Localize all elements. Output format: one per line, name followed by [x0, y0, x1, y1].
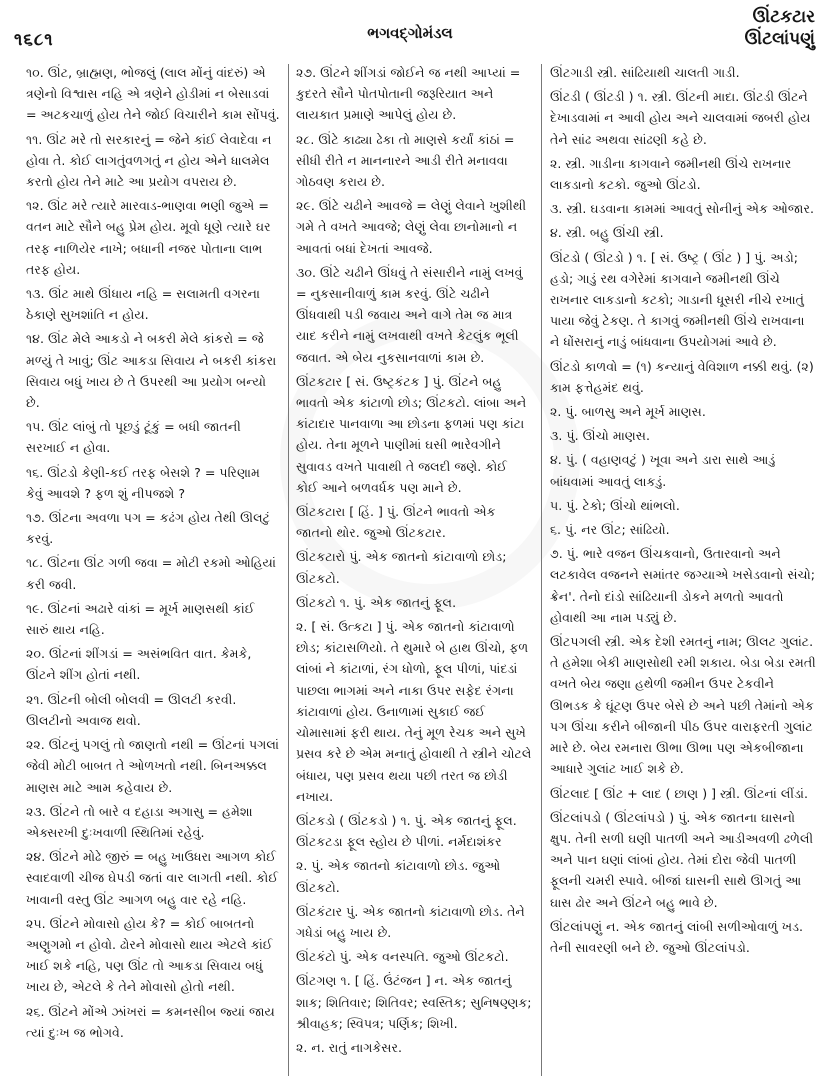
dictionary-entry: ૨૩. ઊંટને તો બારે વ દહાડા અગાસુ = હમેશા એક્સરખી દુઃખવાળી સ્થિતિમાં રહેવું. [26, 803, 253, 840]
dictionary-entry: ઊંટડો કાળવો = (૧) કન્યાનું વેવિશાળ નક્કી થવું. (૨) કામ ફત્તેહમંદ થવું. [550, 358, 814, 395]
dictionary-entry: ૨૮. ઊંટે કાઢ્યા ઢેકા તો માણસે કર્યાં કાંઠાં = સીધી રીતે ન માનનારને આડી રીતે મનાવવા ગોઠવણ કરાય છે. [296, 131, 515, 190]
dictionary-entry: ૩. પું. ઊંચો માણસ. [550, 428, 650, 444]
dictionary-entry: ૧૫. ઊંટ લાંબું તો પૂછડું ટૂંકું = બધી જાતની સરખાઈ ન હોવા. [26, 419, 241, 456]
dictionary-entry: ૨૯. ઊંટે ચઢીને આવજે = લેણું લેવાને ખુશીથી ગમે તે વખતે આવજે; લેણું લેવા છાનોમાનો ન આવતાં બધાં દેખતાં આવજે. [296, 198, 527, 256]
dictionary-entry: ઊંટકડો ( ઊંટકડો ) ૧. પું. એક જાતનું ફૂલ. ઊંટકટડા ફૂલ સ્હોય છે પીળાં. નર્મદાશંકર [296, 812, 517, 850]
dictionary-entry: ૧૪. ઊંટ મેલે આકડો ને બકરી મેલે કાંકરો = જે મળ્યું તે ખાવું; ઊંટ આકડા સિવાય ને બકરી કાંકરા સિવાય બધું ખાય છે તે ઉપરથી આ પ્રયોગ બન્યો છે. [26, 331, 277, 411]
dictionary-entry: ૧૩. ઊંટ માથે ઊંધાય નહિ = સલામતી વગરના ઠેકાણે સુખશાંતિ ન હોય. [26, 286, 260, 323]
dictionary-entry: ૨૦. ઊંટનાં શીંગડાં = અસંભવિત વાત. કેમકે, ઊંટને શીંગ હોતાં નથી. [26, 646, 252, 683]
dictionary-entry: ૪. પું. ( વહાણવટું ) ખૂવા અને ડારા સાથે આડું બાંધવામાં આવતું લાકડું. [550, 452, 776, 489]
dictionary-entry: ઊંટડી ( ઊંટડી ) ૧. સ્ત્રી. ઊંટની માદા. ઊંટડી ઊંટને દેખાડવામાં ન આવી હોય અને ચાલવામાં જબરી હોય તેને સાંઢ અથવા સાંઢણી કહે છે. [550, 89, 811, 147]
dictionary-entry: ઊંટલાંપણું ન. એક જાતનું લાંબી સળીઓવાળું ખડ. તેની સાવરણી બને છે. જુઓ ઊંટલાંપડો. [550, 918, 803, 955]
dictionary-entry: ૧૨. ઊંટ મરે ત્યારે મારવાડ-ભાણવા ભણી જુએ = વતન માટે સૌને બહુ પ્રેમ હોય. મૂવો ધૂણે ત્યારે ઘર તરફ નાળિયેર નાખે; બધાની નજર પોતાના લાભ તરફ હોય. [26, 198, 271, 277]
dictionary-entry: ઊંટકટારો પું. એક જાતનો કાંટાવાળો છોડ; ઊંટકટો. [296, 549, 507, 586]
dictionary-entry: ઊંટગાડી સ્ત્રી. સાંઢિયાથી ચાલતી ગાડી. [550, 65, 740, 80]
dictionary-entry: ઊંટકટાર [ સં. ઉષ્ટ્રકંટક ] પું. ઊંટને બહુ ભાવતો એક કાંટાળો છોડ; ઊંટકટો. લાંબા અને કાંટાદાર પાનવાળા આ છોડના ફળમાં પણ કાંટા હોય. તેના મૂળને પાણીમાં ઘસી ભારેવગીને સુવાવડ વખતે પાવાથી તે જલદી જણે. કોઈ કોઈ આને બળવર્ધક પણ માને છે. [296, 373, 527, 495]
dictionary-entry: ઊંટકંટાર પું. એક જાતનો કાંટાવાળો છોડ. તેને ગધેડાં બહુ ખાય છે. [296, 903, 525, 940]
guide-word-last: ઊંટલાંપણું [744, 29, 815, 49]
guide-words [745, 6, 815, 50]
dictionary-entry: ૭. પું. ભારે વજન ઊંચકવાનો, ઉતારવાનો અને લટકાવેલ વજનને સમાંતર જગ્યાએ ખસેડવાનો સંચો; ક્રેન'. તેનો દાંડો સાંઢિયાની ડોકને મળતો આવતો હોવાથી આ નામ પડ્યું છે. [550, 546, 816, 625]
dictionary-entry: ઊંટકંટો પું. એક વનસ્પતિ. જુઓ ઊંટકટો. [296, 949, 509, 965]
dictionary-entry: ઊંટકટારા [ હિં. ] પું. ઊંટને ભાવતો એક જાતનો થોર. જુઓ ઊંટકટાર. [296, 504, 496, 541]
book-title: ભગવદ્ગોમંડલ [367, 24, 453, 42]
column-right [550, 62, 816, 1080]
page-number: ૧૬૮૧ [14, 30, 54, 50]
dictionary-entry: ૬. પું. નર ઊંટ; સાંઢિયો. [550, 522, 670, 538]
dictionary-entry: ૧૧. ઊંટ મરે તો સરકારનું = જેને કાંઈ લેવાદેવા ન હોવા તે. કોઈ લાગતુંવળગતું ન હોય એને ધાલમેલ કરતો હોય તેને માટે આ પ્રયોગ વપરાય છે. [26, 131, 272, 190]
dictionary-entry: ૧૭. ઊંટના અવળા પગ = કઢંગ હોય તેથી ઊલટું કરવું. [26, 510, 270, 547]
column-middle [296, 62, 532, 1080]
dictionary-entry: ૧૬. ઊંટડો કેણી-કઈ તરફ બેસશે ? = પરિણામ કેવું આવશે ? ફળ શું નીપજશે ? [26, 464, 260, 501]
dictionary-entry: ૨૬. ઊંટને મોંએ ઝાંખરાં = કમનસીબ જ્યાં જાય ત્યાં દુઃખ જ ભોગવે. [26, 1003, 275, 1040]
dictionary-entry: ૨. ન. રાતું નાગકેસર. [296, 1039, 403, 1055]
dictionary-entry: ૨. [ સં. ઉત્કટા ] પું. એક જાતનો કાંટાવાળો છોડ; કાંટાસળિયો. તે થુમારે બે હાથ ઊંચો, ફળ લાંબાં ને કાંટાળાં, રંગ ધોળો, ફૂલ પીળાં, પાંદડાં પાછલા ભાગમાં અને નાકા ઉપર સફેદ રંગના કાંટાવાળાં હોય. ઉનાળામાં સુકાઈ જઈ ચોમાસામાં ફરી થાય. તેનું મૂળ રેચક અને સુખે પ્રસવ કરે છે એમ મનાતું હોવાથી તે સ્ત્રીને ચોટલે બંધાય, પણ પ્રસવ થયા પછી તરત જ છોડી નખાય. [296, 619, 532, 804]
dictionary-entry: ૧૮. ઊંટના ઊંટ ગળી જવા = મોટી રકમો ઓહિયાં કરી જવી. [26, 555, 276, 592]
dictionary-entry: ૧૯. ઊંટનાં અઢારે વાંકાં = મૂર્ખ માણસથી કાંઈ સારું થાય નહિ. [26, 600, 255, 638]
column-left [26, 62, 280, 1080]
dictionary-entry: ઊંટકટો ૧. પું. એક જાતનું ફૂલ. [296, 594, 457, 610]
dictionary-entry: ૫. પું. ટેકો; ઊંચો થાંભલો. [550, 497, 680, 513]
dictionary-entry: ૩. સ્ત્રી. ઘડવાના કામમાં આવતું સોનીનું એક ઓજાર. [550, 201, 815, 217]
dictionary-entry: ૨. પું. બાળસુ અને મૂર્ખ માણસ. [550, 404, 706, 420]
guide-word-first: ઊંટકટાર [752, 7, 815, 27]
dictionary-entry: ૩૦. ઊંટે ચઢીને ઊંધવું તે સંસારીને નામું લખવું = નુકસાનીવાળું કામ કરવું. ઊંટે ચઢીને ઊંધવાથી પડી જવાય અને વાગે તેમ જ માત્ર યાદ કરીને નામું લખવાથી વખતે કેટલુંક ભૂલી જવાત. એ બેય નુકસાનવાળાં કામ છે. [296, 264, 523, 365]
dictionary-entry: ઊંટપગલી સ્ત્રી. એક દેશી રમતનું નામ; ઊલટ ગુલાંટ. તે હમેશા બેકી માણસોથી રમી શકાય. બેડા બેડા રમતી વખતે બેય જણા હથેળી જમીન ઉપર ટેકવીને ઊભડક કે ઘૂંટણ ઉપર બેસે છે અને પછી તેમાંનો એક પગ ઊંચા કરીને બીજાની પીઠ ઉપર વારાફરતી ગુલાંટ મારે છે. બેય રમનારા ઊભા ઊભા પણ એકબીજાના આધારે ગુલાંટ ખાઈ શકે છે. [550, 634, 816, 777]
dictionary-entry: ૨૧. ઊંટની બોલી બોલવી = ઊલટી કરવી. ઊલટીનો અવાજ થવો. [26, 691, 237, 728]
column-divider [541, 64, 542, 1076]
dictionary-entry: ૨. સ્ત્રી. ગાડીના કાગવાને જમીનથી ઊંચે રાખનાર લાકડાનો કટકો. જુઓ ઊંટડો. [550, 155, 792, 193]
dictionary-entry: ઊંટલાદ [ ઊંટ + લાદ ( છાણ ) ] સ્ત્રી. ઊંટનાં લીંડાં. [550, 785, 808, 801]
dictionary-entry: ૧૦. ઊંટ, બ્રાહ્મણ, ભોજલું (લાલ મોંનું વાંદરું) એ ત્રણેનો વિશ્વાસ નહિ એ ત્રણેને હોડીમાં ન બેસાડવાં = અટકચાળું હોય તેને જોઈ વિચારીને કામ સોંપવું. [26, 65, 280, 123]
dictionary-entry: ૨૨. ઊંટનું પગલું તો જાણતો નથી = ઊંટનાં પગલાં જેવી મોટી બાબત તે ઓળખતો નથી. બિનઅક્કલ માણસ માટે આમ કહેવાય છે. [26, 737, 279, 795]
dictionary-entry: ઊંટગણ ૧. [ હિં. ઉંટંજન ] ન. એક જાતનું શાક; શિતિવાર; શિતિવર; સ્વસ્તિક; સુનિષણ્ણક; શ્રીવાહક; સ્વિપત્ર; પર્ણિક; શિખી. [296, 973, 532, 1031]
dictionary-entry: ૪. સ્ત્રી. બહુ ઊંચી સ્ત્રી. [550, 225, 664, 241]
dictionary-entry: ૨૪. ઊંટને મોઢે જીરું = બહુ ખાઉધરા આગળ કોઈ સ્વાદવાળી ચીજ ઘેપડી જતાં વાર લાગતી નથી. કોઈ ખાવાની વસ્તુ ઊંટ આગળ બહુ વાર રહે નહિ. [26, 849, 279, 907]
dictionary-entry: ઊંટડો ( ઊંટડો ) ૧. [ સં. ઉષ્ટ્ર ( ઊંટ ) ] પું. અડો; હડો; ગાડું રથ વગેરેમાં કાગવાને જમીનથી ઊંચે રાખનાર લાકડાનો કટકો; ગાડાની ધૂસરી નીચે રખાતું પાયા જેવું ટેકણ. તે કાગવું જમીનથી ઊંચે રાખવાના ને ધોંસરાનું નાડું બાંધવાના ઉપયોગમાં આવે છે. [550, 249, 805, 350]
dictionary-entry: ઊંટલાંપડો ( ઊંટલાંપડો ) પું. એક જાતના ઘાસનો ક્ષુપ. તેની સળી ઘણી પાતળી અને આડીઅવળી ઢળેલી અને પાન ઘણાં લાંબાં હોય. તેમાં દોરા જેવી પાતળી ફૂલની ચમરી સ્પાવે. બીજાં ઘાસની સાથે ઊગતું આ ઘાસ ઢોર અને ઊંટને બહુ ભાવે છે. [550, 809, 814, 910]
dictionary-entry: ૨. પું. એક જાતનો કાંટાવાળો છોડ. જુઓ ઊંટકટો. [296, 858, 501, 895]
dictionary-entry: ૨૭. ઊંટને શીંગડાં જોઈને જ નથી આપ્યાં = કુદરતે સૌને પોતપોતાની જરૂરિયાત અને લાયકાત પ્રમાણે આપેલું હોય છે. [296, 65, 521, 123]
dictionary-entry: ૨૫. ઊંટને મોવાસો હોય કે? = કોઈ બાબતનો અણુગમો ન હોવો. ઢોરને મોવાસો થાય એટલે કાંઈ ખાઈ શકે નહિ, પણ ઊંટ તો આકડા સિવાય બધું ખાય છે, એટલે કે તેને મોવાસો હોતો નથી. [26, 915, 273, 995]
column-divider [288, 64, 289, 1076]
